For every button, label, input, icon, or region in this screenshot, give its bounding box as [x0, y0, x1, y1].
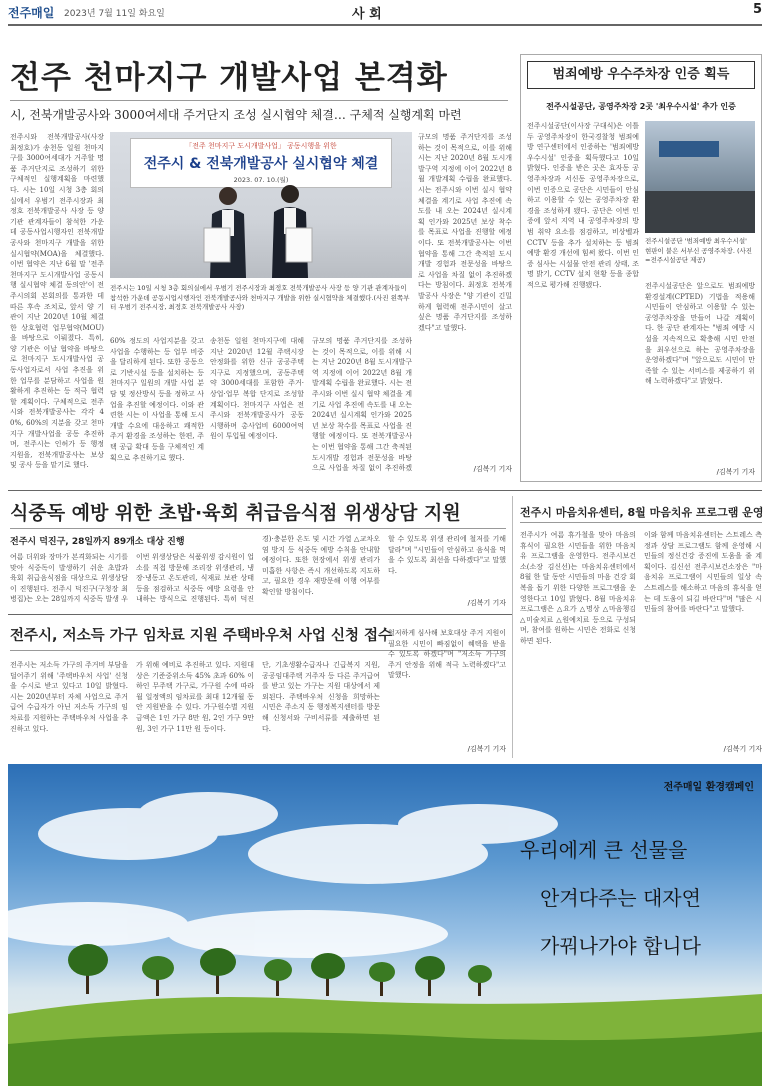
housing-headline: 전주시, 저소득 가구 임차료 지원 주택바우처 사업 신청 접수	[10, 628, 393, 644]
lead-body-col2: 60% 정도의 사업지분을 갖고 사업을 수행하는 등 업무 비중을 달리하게 된다. 또한 공동으로 기반시설 등을 설치하는 등 천마지구 일원의 개발 사업 분담 및 정산방식 등을 정하고 사업을 추진할 예정이다. 이와 관련한 시는 이 사업을 통해 도시 개발 수요에 대응하고 쾌적한 주거 환경을 조성하는 한편, 주택 공급 확대 등을 구체적인 계획으로 추진하기로 했다.	[110, 337, 204, 462]
housing-body-col1: 전주시는 저소득 가구의 주거비 부담을 덜어주기 위해 '주택바우처 사업' 신청을 수시로 받고 있다고 10일 밝혔다. 시는 2020년부터 자체 사업으로 주거급여 수급자가 아닌 저소득 가구의 임차료를 지원하는 주택바우처 사업을 추진하고 있다.	[10, 661, 128, 733]
food-byline: /김복기 기자	[467, 599, 506, 607]
column-separator	[512, 496, 513, 758]
ad-landscape	[8, 764, 762, 1086]
lead-body-col4: 규모의 명품 주거단지를 조성하는 것이 목적으로, 이를 위해 시는 지난 2020년 8월 도시개발구역 지정에 이어 2022년 8월 개발계획 수립을 완료했다. 시는 전주시와 이번 실시 협약 체결을 계기로 사업 추진에 속도를 내 오는 2024년 실시계획 인가와 2025년 보상 착수를 목표로 사업을 진행할 예정이다. 또 전북개발공사는 이번 협약을 통해 그간 축적된 도시개발 경험과 전문성을 바탕으로 사업을 차질 없이 추진하겠다는 방침이다. 최정호 전북개발공사 사장은 "양 기관이 긴밀하게 협력해 전주시민이 살고 싶은 명품 주거단지를 조성하겠다"고 말했다.	[418, 133, 512, 332]
lead-byline: /김복기 기자	[473, 465, 512, 473]
side-box-body-col2: 전주시설공단은 앞으로도 범죄예방 환경설계(CPTED) 기법을 적용해 시민들이 안심하고 이용할 수 있는 공영주차장을 만들어 나갈 계획이다. 한 공단 관계자는 "범죄 예방 시설을 지속적으로 확충해 시민 안전을 최우선으로 하는 공영주차장을 운영하겠다"며 "앞으로도 시민이 만족할 수 있는 서비스를 제공하기 위해 노력하겠다"고 밝혔다.	[645, 282, 755, 386]
side-box-subtitle: 전주시설공단, 공영주차장 2곳 '최우수시설' 추가 인증	[546, 102, 736, 111]
food-headline: 식중독 예방 위한 초밥·육회 취급음식점 위생상담 지원	[10, 502, 461, 524]
lead-body-col1: 전주시와 전북개발공사(사장 최정호)가 송천동 일원 천마지구를 3000여세대가 거주할 명품 주거단지로 조성하기 위한 구체적인 실행계획을 마련했다. 시는 10일 시청 3층 회의실에서 우범기 전주시장과 최정호 전북개발공사 사장 등 양 기관 관계자들이 참석한 가운데 공동사업시행자인 전북개발공사와 천마지구 개발을 위한 실시협약(MOA)을 체결했다. 이번 협약은 지난 6월 말 '전주 천마지구 도시개발사업 공동시행 실시협약 체결 동의안'이 전주시의회 본회의를 통과한 데 따른 후속 조치로, 앞서 양 기관이 지난 2020년 10월 체결한 상호협력 업무협약(MOU)을 바탕으로 이뤄졌다. 특히, 양 기관은 이날 협약을 바탕으로 천마지구 도시개발사업 공동사업자로서 사업 추진을 위한 업무를 분담하고 사업을 원활하게 추진하는 등 적극 협력할 계획이다. 구체적으로 전주시와 전북개발공사는 각각 40%, 60%의 지분을 갖고 천마지구 개발사업을 공동 추진하며, 전주시는 인허가 등 행정 지원을, 전북개발공사는 보상 및 공사 등을 맡기로 했다.	[10, 133, 104, 470]
banner-top-line: 「전주 천마지구 도시개발사업」 공동시행을 위한	[185, 142, 337, 150]
housing-body-col3: 단, 기초생활수급자나 긴급복지 지원, 공공임대주택 거주자 등 다른 주거급여를 받고 있는 가구는 지원 대상에서 제외된다. 주택바우처 신청을 희망하는 시민은 주소지 동 행정복지센터를 방문해 신청서와 구비서류를 제출하면 된다.	[262, 661, 380, 733]
section-rule-2	[8, 614, 512, 615]
side-box-body-col1: 전주시설공단(이사장 구대식)은 이틀 두 공영주차장이 한국경찰청 범죄예방 연구센터에서 인증하는 '범죄예방 우수시설' 인증을 획득했다고 10일 밝혔다. 인증을 받은 곳은 효자동 공영주차장과 서신동 공영주차장으로, 이번 인증으로 공단은 시민들이 안심하고 이용할 수 있는 공영주차장 환경을 조성하게 됐다. 공단은 이번 인증에 앞서 지역 내 공영주차장의 방범 취약 요소를 점검하고, 비상벨과 CCTV 등을 추가 설치하는 등 범죄예방 환경 개선에 힘써 왔다. 이번 인증 심사는 시설물 안전 관리 상태, 조명 밝기, CCTV 설치 현황 등을 종합적으로 평가해 진행됐다.	[527, 122, 639, 289]
housing-body-col2: 가 위해 예비로 추진하고 있다. 지원대상은 기준중위소득 45% 초과 60% 이하인 무주택 가구로, 가구원 수에 따라 월 일정액의 임차료를 최대 12개월 동안 지원받을 수 있다. 가구원수별 지원 금액은 1인 가구 8만 원, 2인 가구 9만 원, 3인 가구 11만 원 등이다.	[136, 661, 254, 733]
food-body-col2: 이번 위생상담은 식품위생 감시원이 업소를 직접 방문해 조리장 위생관리, 냉장·냉동고 온도관리, 식재료 보관 상태 등을 점검하고 식중독 예방 요령을 안내하는 방식으로 진행된다. 특히 덕진	[136, 553, 254, 604]
food-body-col1: 여름 더위와 장마가 본격화되는 시기를 맞아 식중독이 발생하기 쉬운 초밥과 육회 취급음식점을 대상으로 위생상담이 진행된다. 전주시 덕진구(구청장 최병집)는 오는 28일까지 식중독 발생 우	[10, 553, 128, 604]
maeum-rule	[520, 522, 762, 523]
side-box-photo	[645, 121, 755, 233]
ad-line-2: 안겨다주는 대자연	[540, 886, 701, 910]
maeum-body-col1: 전주시가 여름 휴가철을 맞아 마음의 휴식이 필요한 시민들을 위한 마음치유 프로그램을 운영한다. 전주시보건소(소장 김신선)는 마음치유센터에서 8월 한 달 동안 시민들의 마음 건강 회복을 돕기 위한 다양한 프로그램을 운영한다고 10일 밝혔다. 8월 마음치유 프로그램은 △요가 △명상 △마음챙김 △미술치료 △원예치료 등으로 구성되며, 참여를 원하는 시민은 전화로 신청하면 된다.	[520, 531, 636, 645]
lead-body-col3: 규모의 명품 주거단지를 조성하는 것이 목적으로, 이를 위해 시는 지난 2020년 8월 도시개발구역 지정에 이어 2022년 8월 개발계획 수립을 완료했다. 시는 전주시와 이번 실시 협약 체결을 계기로 사업 추진에 속도를 내 오는 2024년 실시계획 인가와 2025년 보상 착수를 목표로 사업을 진행할 예정이다. 또 전북개발공사는 이번 협약을 통해 그간 축적된 도시개발 경험과 전문성을 바탕으로 사업을 차질 없이 추진하겠	[312, 337, 412, 472]
side-box-title: 범죄예방 우수주차장 인증 획득	[527, 61, 755, 89]
ad-campaign-label: 전주매일 환경캠페인	[663, 782, 754, 793]
paper-name: 전주매일	[8, 6, 55, 20]
side-box	[520, 54, 762, 482]
maeum-headline: 전주시 마음치유센터, 8월 마음치유 프로그램 운영	[520, 506, 764, 519]
side-box-byline: /김복기 기자	[716, 468, 755, 476]
lead-photo-figures	[110, 132, 412, 278]
environment-ad	[8, 764, 762, 1086]
lead-photo-caption: 전주시는 10일 시청 3층 회의실에서 우범기 전주시장과 최정호 전북개발공사 사장 등 양 기관 관계자들이 참석한 가운데 공동시업시행자인 전북개발공사와 천마지구 개발을 위한 실시협약을 체결했다.(사진 왼쪽부터 우범기 전주시장, 최정호 전북개발공사 사장)	[110, 284, 410, 311]
clouds	[8, 792, 558, 958]
page-number: 5	[752, 2, 762, 17]
banner-main-line: 전주시 & 전북개발공사 실시협약 체결	[143, 156, 379, 172]
meadow-front	[8, 1032, 762, 1086]
food-subhead: 전주시 덕진구, 28일까지 89개소 대상 진행	[10, 537, 185, 547]
masthead	[8, 0, 762, 26]
person-left	[204, 187, 246, 278]
food-body-col3: 경)·충분한 온도 및 시간 가열 △교차오염 방지 등 식중독 예방 수칙을 안내할 예정이다. 또한 현장에서 위생 관리가 미흡한 사항은 즉시 개선하도록 지도하고, 필요한 경우 재방문해 이행 여부를 확인할 방침이다.	[262, 535, 380, 596]
maeum-body-col2: 이와 함께 마음치유센터는 스트레스 측정과 상담 프로그램도 함께 운영해 시민들의 정신건강 증진에 도움을 줄 계획이다. 김신선 전주시보건소장은 "마음치유 프로그램이 시민들의 일상 속 스트레스를 해소하고 마음의 휴식을 얻는 데 도움이 되길 바란다"며 "많은 시민들의 참여를 바란다"고 말했다.	[644, 531, 762, 614]
lead-body-col2b: 송천동 일원 천마지구에 대해 지난 2020년 12월 주택시장 안정화를 위한 신규 공공주택지구로 지정했으며, 공동주택 약 3000세대를 포함한 주거·상업·업무 복합 단지로 조성할 계획이다. 천마지구 사업은 전주시와 전북개발공사가 공동 시행하며 총사업비 6000여억 원이 투입될 예정이다.	[210, 337, 304, 441]
parking-structure	[645, 191, 755, 233]
issue-date: 2023년 7월 11일 화요일	[64, 9, 165, 19]
lead-rule	[10, 100, 508, 101]
parking-sign	[659, 141, 719, 157]
side-box-photo-caption: 전주시설공단 '범죄예방 최우수시설' 현판이 붙은 서부신 공영주차장. (사진=전주시설공단 제공)	[645, 237, 753, 264]
section-rule-1	[8, 490, 762, 491]
lead-subhead: 시, 전북개발공사와 3000여세대 주거단지 조성 실시협약 체결… 구체적 실행계획 마련	[10, 108, 462, 122]
housing-byline: /김복기 기자	[467, 745, 506, 753]
ad-line-1: 우리에게 큰 선물을	[520, 838, 688, 862]
maeum-byline: /김복기 기자	[723, 745, 762, 753]
food-body-col4: 할 수 있도록 위생 관리에 철저를 기해 달라"며 "시민들이 안심하고 음식을 먹을 수 있도록 최선을 다하겠다"고 말했다.	[388, 535, 506, 575]
section-title: 사 회	[352, 7, 382, 22]
ad-line-3: 가꿔나가야 합니다	[540, 934, 701, 958]
person-right	[272, 185, 312, 278]
banner-date: 2023. 07. 10.(월)	[233, 176, 289, 184]
lead-headline: 전주 천마지구 개발사업 본격화	[10, 60, 448, 96]
lead-photo	[110, 132, 412, 278]
housing-body-col4: 철저하게 심사해 보호대상 주거 지원이 필요한 시민이 빠짐없이 혜택을 받을 수 있도록 하겠다"며 "저소득 가구의 주거 안정을 위해 적극 노력하겠다"고 말했다.	[388, 629, 506, 680]
food-rule	[10, 528, 506, 529]
